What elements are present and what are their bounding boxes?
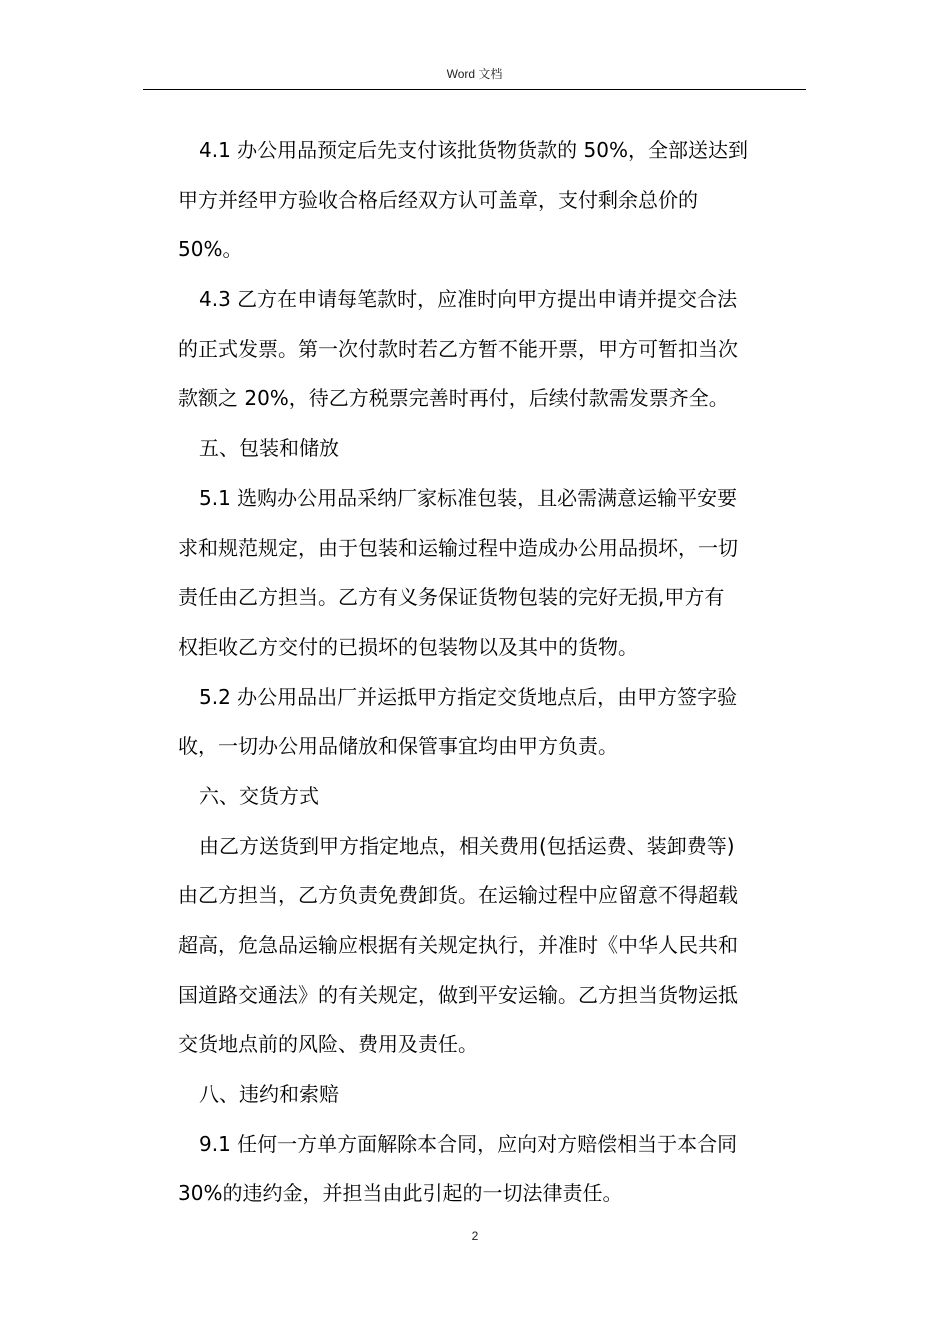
text-line: 4.1 办公用品预定后先支付该批货物货款的 50%，全部送达到 (199, 138, 748, 162)
page-header (143, 63, 806, 90)
text-line: 责任由乙方担当。乙方有义务保证货物包装的完好无损,甲方有 (178, 585, 725, 610)
text-line: 5.2 办公用品出厂并运抵甲方指定交货地点后，由甲方签字验 (199, 684, 738, 709)
section-heading: 五、包装和储放 (199, 436, 339, 461)
text-line: 30%的违约金，并担当由此引起的一切法律责任。 (178, 1181, 623, 1206)
text-line: 的正式发票。第一次付款时若乙方暂不能开票，甲方可暂扣当次 (178, 336, 738, 361)
text-line: 9.1 任何一方单方面解除本合同，应向对方赔偿相当于本合同 (199, 1131, 738, 1156)
text-line: 款额之 20%，待乙方税票完善时再付，后续付款需发票齐全。 (178, 386, 729, 411)
text-line: 5.1 选购办公用品采纳厂家标准包装，且必需满意运输平安要 (199, 485, 738, 510)
text-line: 50%。 (178, 237, 243, 262)
text-line: 甲方并经甲方验收合格后经双方认可盖章，支付剩余总价的 (178, 187, 698, 212)
text-line: 求和规范规定，由于包装和运输过程中造成办公用品损坏，一切 (178, 535, 738, 560)
section-heading: 六、交货方式 (199, 783, 319, 808)
section-heading: 八、违约和索赔 (199, 1082, 339, 1107)
text-line: 由乙方送货到甲方指定地点，相关费用(包括运费、装卸费等) (199, 833, 735, 858)
header-title: Word 文档 (446, 67, 503, 81)
text-line: 权拒收乙方交付的已损坏的包装物以及其中的货物。 (178, 634, 638, 659)
text-line: 收，一切办公用品储放和保管事宜均由甲方负责。 (178, 734, 618, 759)
text-line: 超高，危急品运输应根据有关规定执行，并准时《中华人民共和 (178, 933, 738, 957)
page-number: 2 (471, 1229, 479, 1243)
text-line: 4.3 乙方在申请每笔款时，应准时向甲方提出申请并提交合法 (199, 287, 738, 312)
text-line: 由乙方担当，乙方负责免费卸货。在运输过程中应留意不得超载 (178, 883, 738, 908)
document-body (178, 125, 792, 1218)
text-line: 交货地点前的风险、费用及责任。 (178, 1032, 478, 1057)
text-line: 国道路交通法》的有关规定，做到平安运输。乙方担当货物运抵 (178, 982, 738, 1007)
